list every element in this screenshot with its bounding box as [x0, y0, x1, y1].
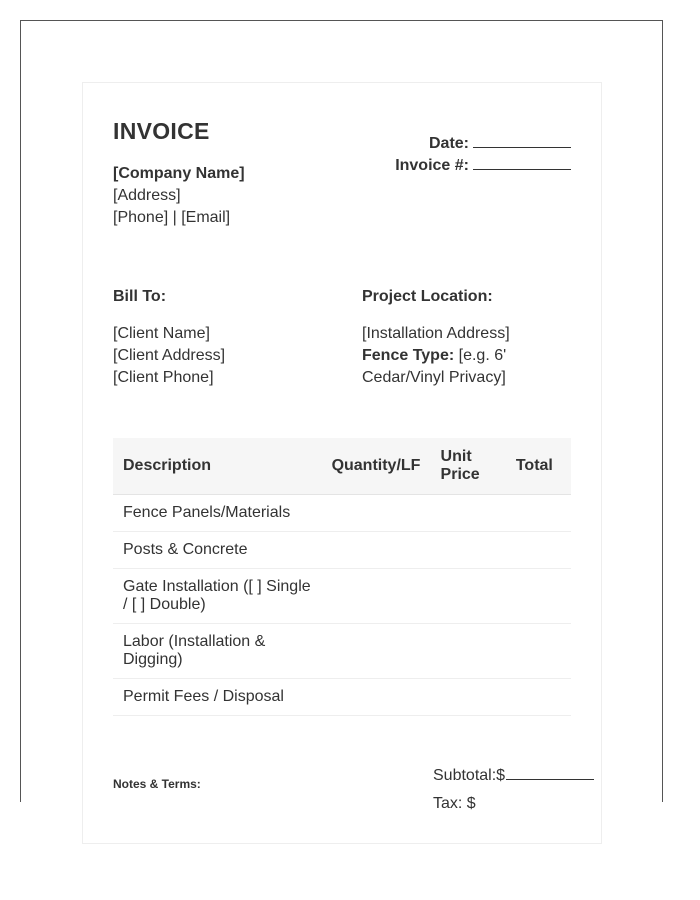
subtotal-blank-line[interactable] [506, 763, 594, 780]
row-total[interactable] [506, 624, 571, 679]
row-description: Labor (Installation & Digging) [113, 624, 322, 679]
table-row [113, 495, 571, 532]
row-quantity[interactable] [322, 495, 431, 532]
row-total[interactable] [506, 532, 571, 569]
fence-type-line [362, 345, 510, 367]
date-blank-line[interactable] [473, 131, 571, 148]
fence-type-label: Fence Type: [362, 347, 455, 364]
row-total[interactable] [506, 495, 571, 532]
table-row [113, 569, 571, 624]
row-quantity[interactable] [322, 569, 431, 624]
page-frame [20, 20, 663, 812]
row-quantity[interactable] [322, 532, 431, 569]
header-description: Description [113, 438, 322, 495]
tax-label: Tax: $ [433, 795, 476, 812]
project-location-block [362, 323, 510, 389]
table-row [113, 679, 571, 716]
invoice-title: INVOICE [113, 118, 210, 144]
row-description: Permit Fees / Disposal [113, 679, 322, 716]
header-quantity: Quantity/LF [322, 438, 431, 495]
company-contact: [Phone] | [Email] [113, 209, 231, 226]
table-row [113, 624, 571, 679]
row-description: Posts & Concrete [113, 532, 322, 569]
header-total: Total [506, 438, 571, 495]
header-unit-price: Unit Price [431, 438, 506, 495]
row-unit-price[interactable] [431, 495, 506, 532]
client-phone: [Client Phone] [113, 369, 214, 386]
row-description: Gate Installation ([ ] Single / [ ] Double) [113, 569, 322, 624]
client-name: [Client Name] [113, 325, 210, 342]
client-address: [Client Address] [113, 347, 226, 364]
company-name: [Company Name] [113, 165, 245, 182]
tax-field[interactable] [433, 795, 476, 813]
table-row [113, 532, 571, 569]
row-total[interactable] [506, 679, 571, 716]
row-unit-price[interactable] [431, 679, 506, 716]
fence-type-value-continued: Cedar/Vinyl Privacy] [362, 369, 506, 386]
subtotal-label: Subtotal:$ [433, 767, 506, 784]
invoice-number-field[interactable] [395, 153, 571, 175]
invoice-number-blank-line[interactable] [473, 153, 571, 170]
invoice-document [82, 82, 602, 844]
row-unit-price[interactable] [431, 532, 506, 569]
invoice-number-label: Invoice #: [395, 157, 469, 174]
notes-terms-label: Notes & Terms: [113, 777, 201, 791]
project-location-label: Project Location: [362, 288, 493, 305]
table-header-row [113, 438, 571, 495]
row-unit-price[interactable] [431, 624, 506, 679]
row-quantity[interactable] [322, 624, 431, 679]
date-field[interactable] [429, 131, 571, 153]
company-address: [Address] [113, 187, 181, 204]
company-info [113, 163, 245, 229]
installation-address: [Installation Address] [362, 325, 510, 342]
row-quantity[interactable] [322, 679, 431, 716]
date-label: Date: [428, 135, 469, 152]
row-description: Fence Panels/Materials [113, 495, 322, 532]
subtotal-field[interactable] [433, 763, 594, 785]
row-total[interactable] [506, 569, 571, 624]
bill-to-label: Bill To: [113, 288, 167, 305]
line-items-table [113, 438, 571, 716]
fence-type-value: [e.g. 6' [458, 347, 507, 364]
row-unit-price[interactable] [431, 569, 506, 624]
bill-to-block [113, 323, 225, 389]
